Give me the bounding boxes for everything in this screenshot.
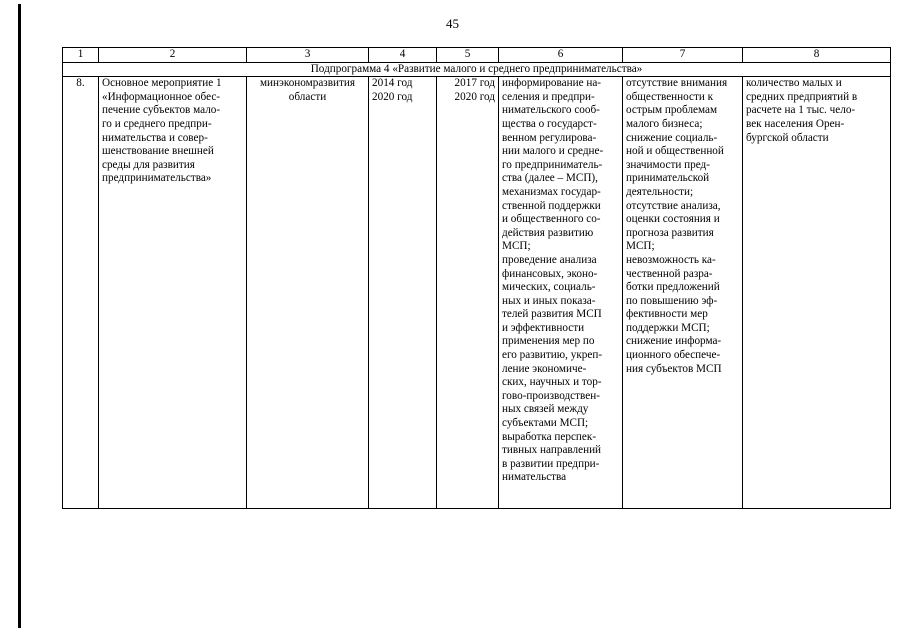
expected-results-cell: информирование на- селения и предпри- нимательского сооб- щества о государст- венном регулирова- нии малого и средне- го предприниматель- ства (далее – МСП), механизмах государ- ственной поддержки и общественного со- действия развитию МСП; проведение анализа финансовых, эконо- мических, социаль- ных и иных показа- телей развития МСП и эффективности применения мер по его развитию, укреп- ление экономиче- ских, научных и тор- гово-производствен- ных связей между субъектами МСП; выработка перспек- тивных направлений в развитии предпри- нимательства bbox=[499, 77, 623, 509]
column-number: 7 bbox=[623, 48, 743, 63]
column-number: 6 bbox=[499, 48, 623, 63]
binding-margin-line bbox=[18, 4, 21, 628]
column-number: 8 bbox=[743, 48, 891, 63]
responsible-cell: минэкономразвития области bbox=[247, 77, 369, 509]
indicators-cell: количество малых и средних предприятий в расчете на 1 тыс. чело- век населения Орен- бургской области bbox=[743, 77, 891, 509]
column-number-row bbox=[63, 48, 891, 63]
column-number: 1 bbox=[63, 48, 99, 63]
page-number: 45 bbox=[446, 16, 459, 31]
subprogram-row bbox=[63, 62, 891, 77]
end-year-cell: 2017 год 2020 год bbox=[437, 77, 499, 509]
start-year-cell: 2014 год 2020 год bbox=[369, 77, 437, 509]
column-number: 4 bbox=[369, 48, 437, 63]
column-number: 3 bbox=[247, 48, 369, 63]
row-number: 8. bbox=[63, 77, 99, 509]
table-row bbox=[63, 77, 891, 509]
subprogram-title: Подпрограмма 4 «Развитие малого и среднего предпринимательства» bbox=[63, 62, 891, 77]
activity-cell: Основное мероприятие 1 «Информационное обес- печение субъектов мало- го и среднего предпри- нимательства и совер- шенствование внешней среды для развития предпринимательства» bbox=[99, 77, 247, 509]
column-number: 2 bbox=[99, 48, 247, 63]
consequences-cell: отсутствие внимания общественности к острым проблемам малого бизнеса; снижение социаль- ной и общественной значимости пред- принимательской деятельности; отсутствие анализа, оценки состояния и прогноза развития МСП; невозможность ка- чественной разра- ботки предложений по повышению эф- фективности мер поддержки МСП; снижение информа- ционного обеспече- ния субъектов МСП bbox=[623, 77, 743, 509]
program-table bbox=[62, 47, 891, 509]
column-number: 5 bbox=[437, 48, 499, 63]
